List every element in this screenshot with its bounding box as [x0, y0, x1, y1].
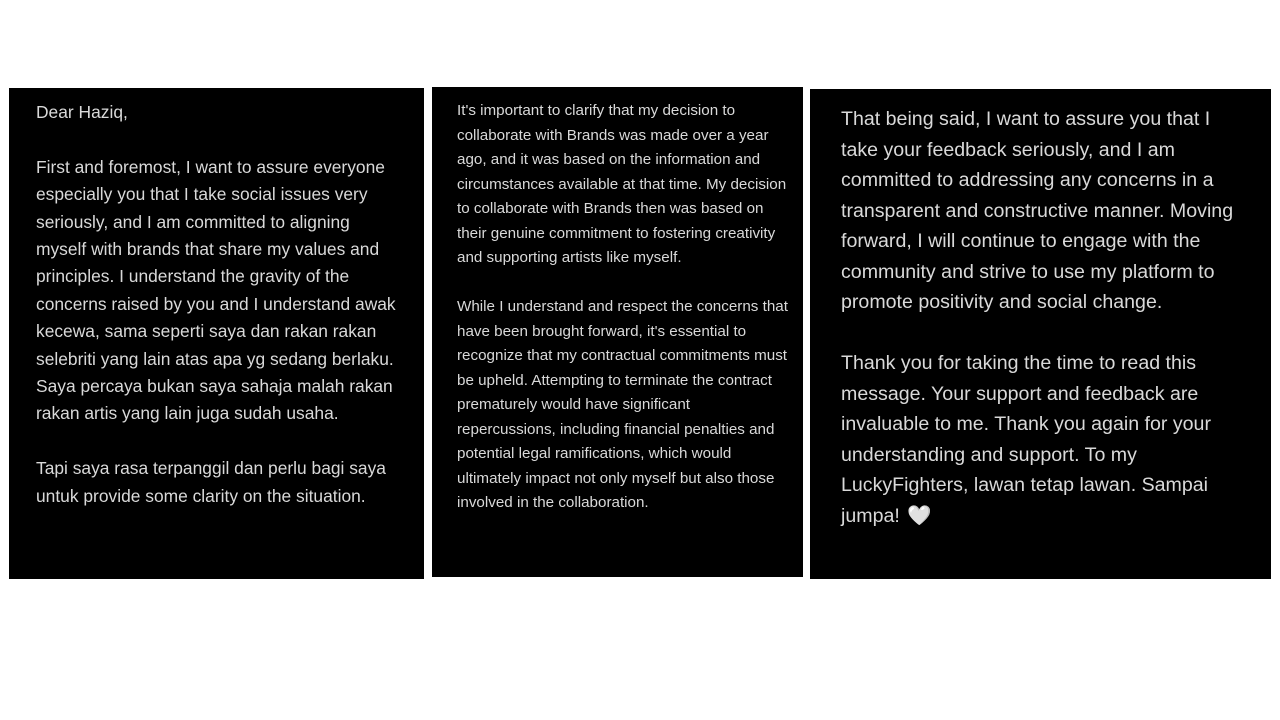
greeting: Dear Haziq, — [36, 102, 128, 122]
closing-text: Thank you for taking the time to read this message. Your support and feedback are invaluable to me. Thank you again for your understanding and support. To my LuckyFighters, lawan tetap lawan. Sampai jumpa! — [841, 352, 1211, 527]
message-panel-3 — [810, 89, 1271, 579]
paragraph: Tapi saya rasa terpanggil dan perlu bagi saya untuk provide some clarity on the situation. — [36, 458, 386, 506]
paragraph: While I understand and respect the concerns that have been brought forward, it's essential to recognize that my contractual commitments must be upheld. Attempting to terminate the contract prematurely would have significant repercussions, including financial penalties and potential legal ramifications, which would ultimately impact not only myself but also those involved in the collaboration. — [457, 298, 788, 511]
paragraph: It's important to clarify that my decision to collaborate with Brands was made over a year ago, and it was based on the information and circumstances available at that time. My decision to collaborate with Brands then was based on their genuine commitment to fostering creativity and supporting artists like myself. — [457, 102, 787, 266]
paragraph-gap — [36, 428, 404, 455]
paragraph: First and foremost, I want to assure everyone especially you that I take social issues very seriously, and I am committed to aligning myself with brands that share my values and principles. I understand the gravity of the concerns raised by you and I understand awak kecewa, sama seperti saya dan rakan rakan selebriti yang lain atas apa yg sedang berlaku. Saya percaya bukan saya sahaja malah rakan rakan artis yang lain juga sudah usaha. — [36, 156, 396, 424]
white-heart-icon: 🤍 — [907, 503, 932, 527]
paragraph-gap — [36, 126, 404, 153]
closing-paragraph — [841, 348, 1251, 531]
message-panel-1 — [9, 88, 424, 579]
paragraph-gap — [457, 271, 789, 296]
message-panel-2 — [432, 87, 803, 577]
paragraph-gap — [841, 318, 1251, 349]
paragraph: That being said, I want to assure you that I take your feedback seriously, and I am committed to addressing any concerns in a transparent and constructive manner. Moving forward, I will continue to engage with the community and strive to use my platform to promote positivity and social change. — [841, 108, 1234, 313]
